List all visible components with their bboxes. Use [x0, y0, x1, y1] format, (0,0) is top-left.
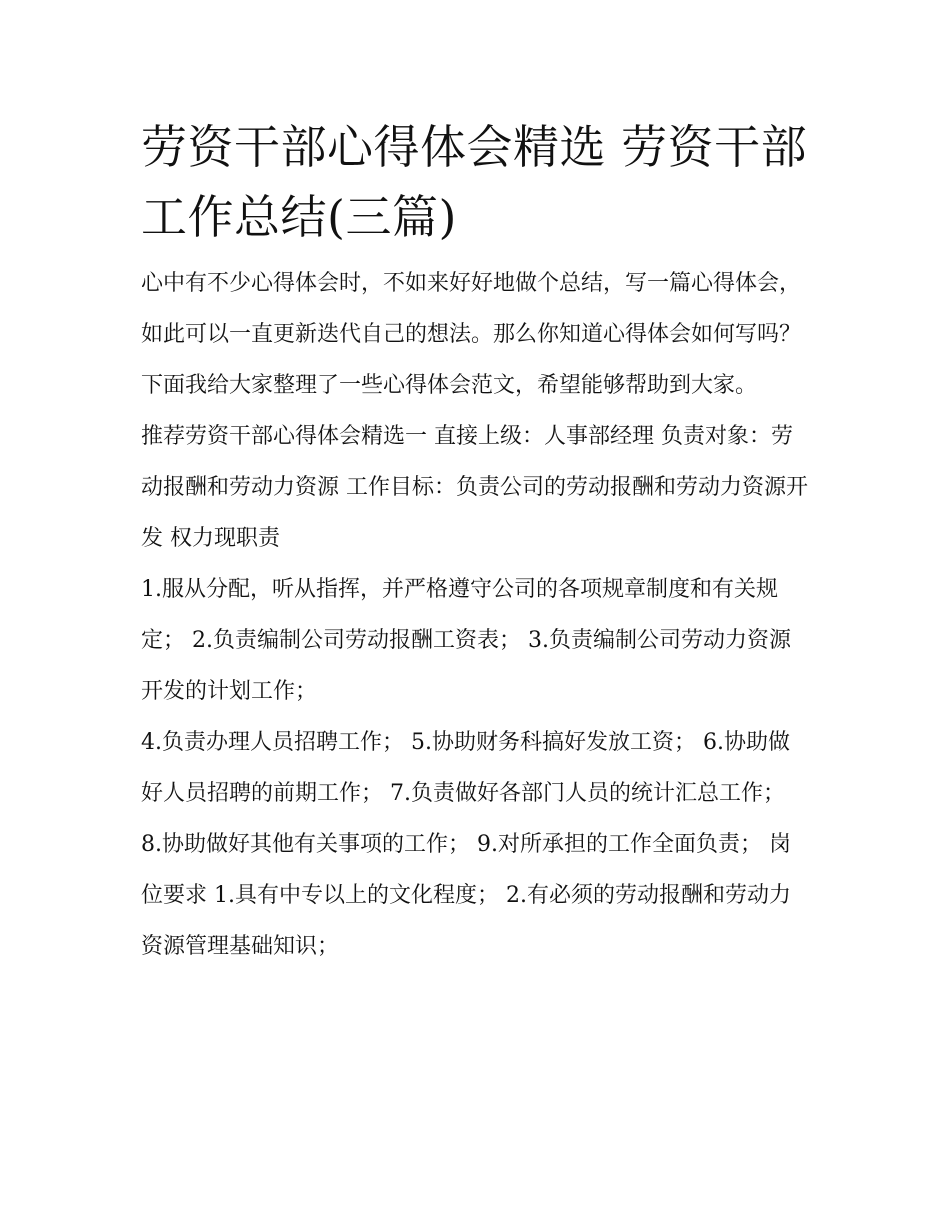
paragraph-duties-1: 1.服从分配，听从指挥，并严格遵守公司的各项规章制度和有关规定； 2.负责编制公司劳动报酬工资表； 3.负责编制公司劳动力资源开发的计划工作； [141, 577, 791, 704]
paragraph-duties-3: 8.协助做好其他有关事项的工作； 9.对所承担的工作全面负责； 岗位要求 1.具有中专以上的文化程度； 2.有必须的劳动报酬和劳动力资源管理基础知识； [141, 832, 791, 959]
document-title: 劳资干部心得体会精选 劳资干部工作总结(三篇) [141, 120, 808, 244]
paragraph-intro: 心中有不少心得体会时，不如来好好地做个总结，写一篇心得体会，如此可以一直更新迭代自己的想法。那么你知道心得体会如何写吗？下面我给大家整理了一些心得体会范文，希望能够帮助到大家。 [141, 271, 802, 398]
paragraph-job-summary: 推荐劳资干部心得体会精选一 直接上级：人事部经理 负责对象：劳动报酬和劳动力资源 工作目标：负责公司的劳动报酬和劳动力资源开发 权力现职责 [141, 424, 808, 551]
document-page [141, 112, 811, 972]
paragraph-duties-2: 4.负责办理人员招聘工作； 5.协助财务科搞好发放工资； 6.协助做好人员招聘的前期工作； 7.负责做好各部门人员的统计汇总工作； [141, 730, 790, 806]
